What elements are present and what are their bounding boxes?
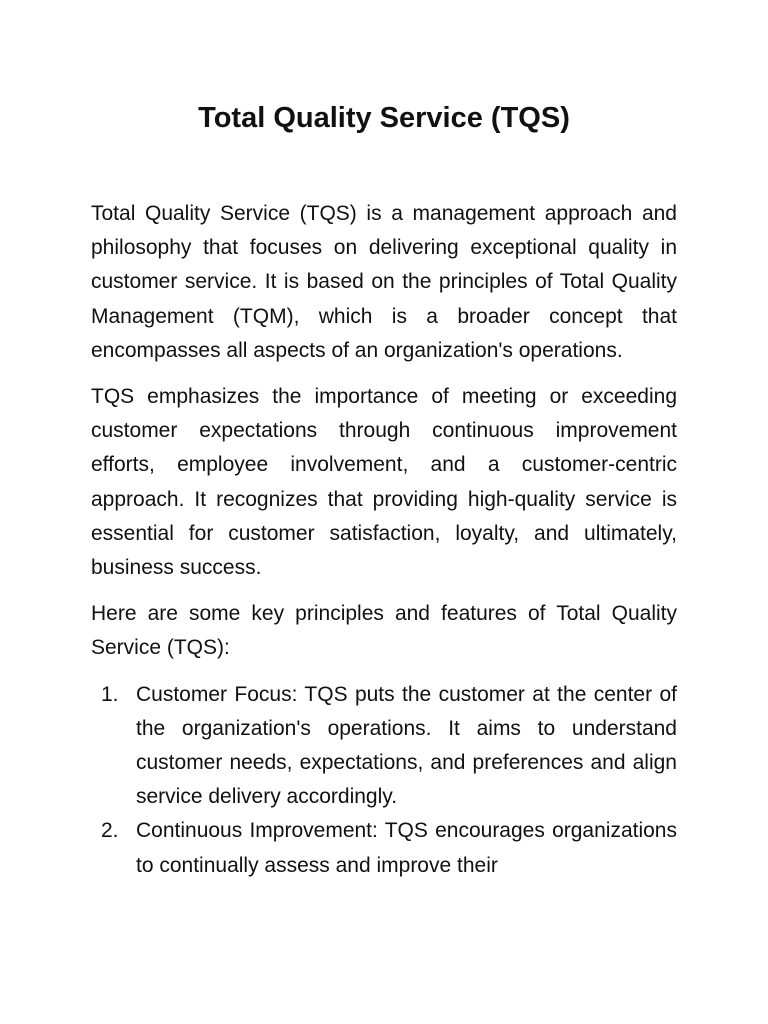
document-body — [91, 197, 677, 883]
paragraph-emphasis: TQS emphasizes the importance of meeting or exceeding customer expectations through continuous improvement efforts, employee involvement, and a customer-centric approach. It recognizes that providing high-quality service is essential for customer satisfaction, loyalty, and ultimately, business success. — [91, 385, 677, 580]
page-title: Total Quality Service (TQS) — [198, 102, 570, 134]
paragraph-principles-intro: Here are some key principles and features of Total Quality Service (TQS): — [91, 602, 677, 660]
list-item-text: Customer Focus: TQS puts the customer at the center of the organization's operations. It aims to understand customer needs, expectations, and preferences and align service delivery accordingly. — [136, 682, 677, 809]
paragraph-intro: Total Quality Service (TQS) is a management approach and philosophy that focuses on delivering exceptional quality in customer service. It is based on the principles of Total Quality Management (TQM), which is a broader concept that encompasses all aspects of an organization's operations. — [91, 202, 677, 362]
list-item — [91, 678, 677, 815]
list-item-text: Continuous Improvement: TQS encourages organizations to continually assess and improve their — [136, 819, 677, 877]
list-item-number: 1. — [101, 682, 119, 706]
principles-list — [91, 678, 677, 883]
list-item-number: 2. — [101, 819, 119, 843]
list-item — [91, 814, 677, 882]
